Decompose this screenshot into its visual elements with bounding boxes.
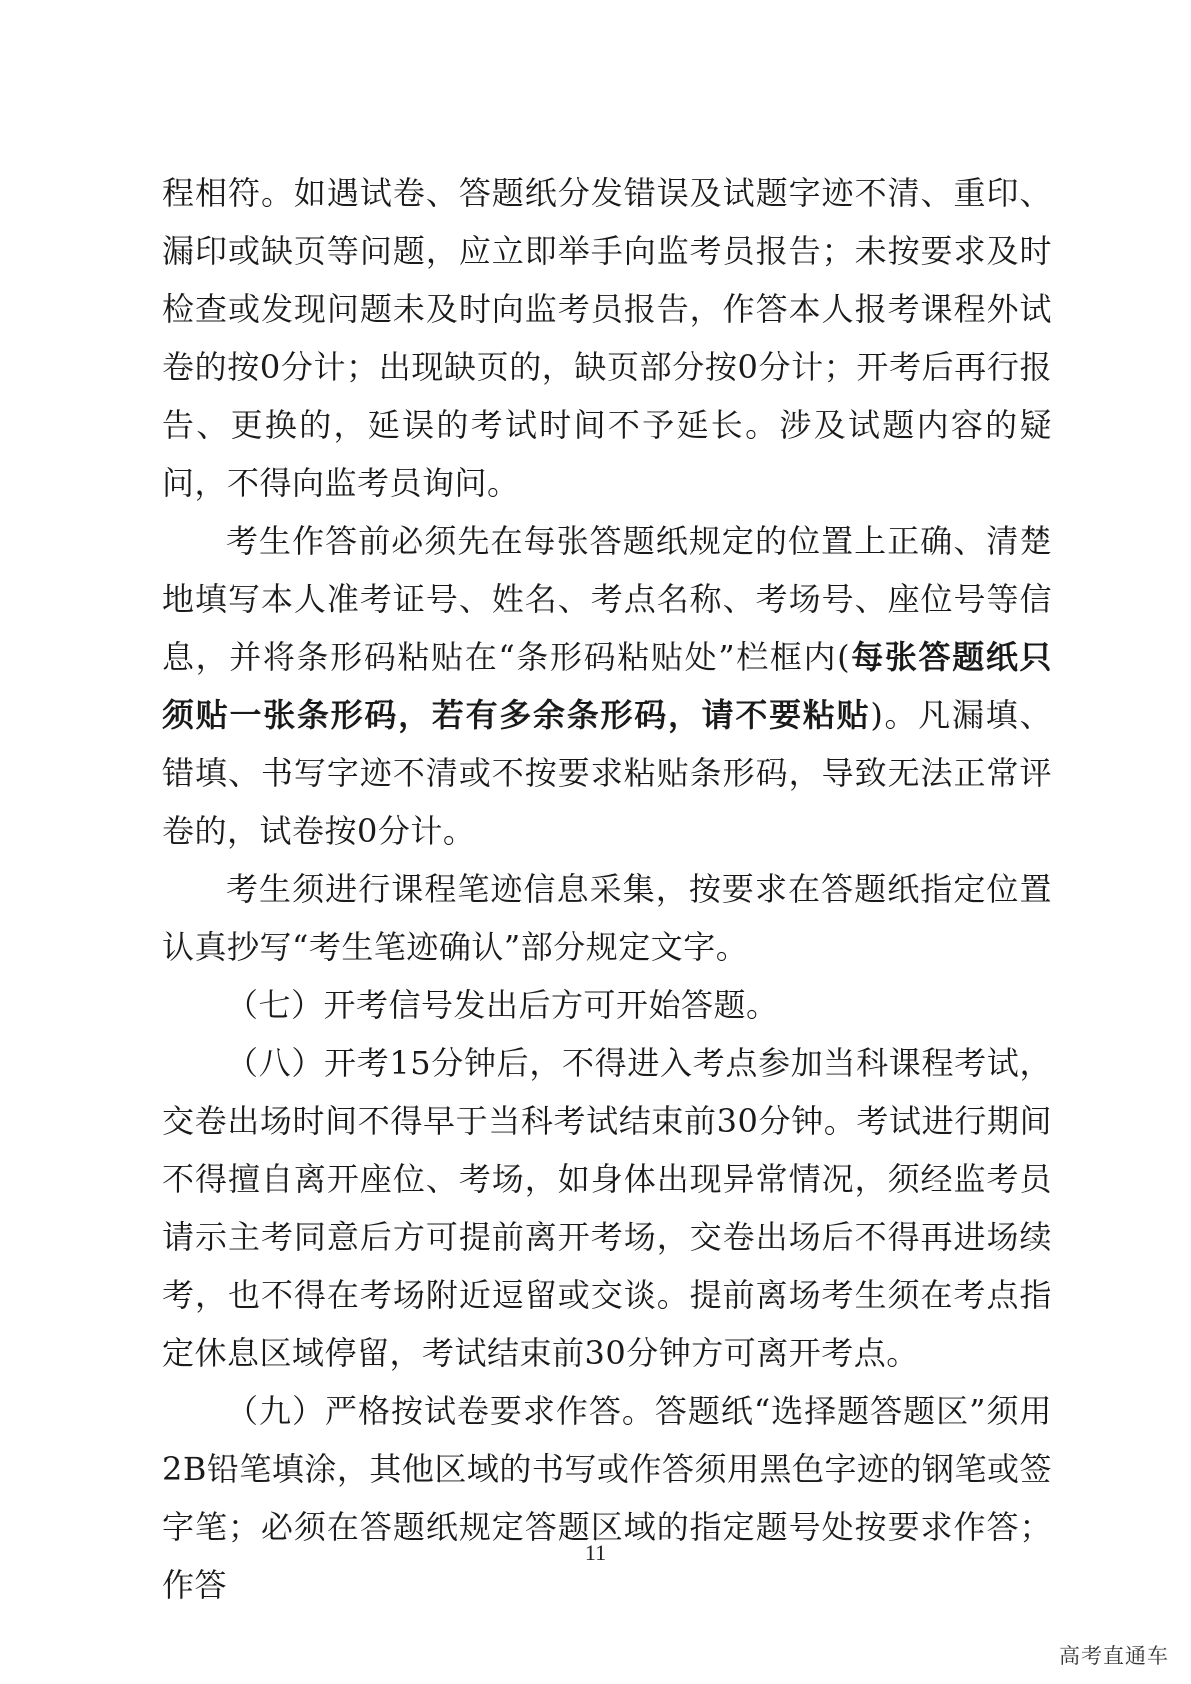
paragraph-5	[162, 1034, 1052, 1382]
paragraph-6-text: （九）严格按试卷要求作答。答题纸“选择题答题区”须用2B铅笔填涂，其他区域的书写或作答须用黑色字迹的钢笔或签字笔；必须在答题纸规定答题区域的指定题号处按要求作答；作答	[162, 1392, 1052, 1604]
paragraph-4	[162, 976, 1052, 1034]
paragraph-2	[162, 512, 1052, 860]
paragraph-1-text: 程相符。如遇试卷、答题纸分发错误及试题字迹不清、重印、漏印或缺页等问题，应立即举手向监考员报告；未按要求及时检查或发现问题未及时向监考员报告，作答本人报考课程外试卷的按0分计；出现缺页的，缺页部分按0分计；开考后再行报告、更换的，延误的考试时间不予延长。涉及试题内容的疑问，不得向监考员询问。	[162, 174, 1052, 502]
paragraph-2-text-a: 考生作答前必须先在每张答题纸规定的位置上正确、清楚地填写本人准考证号、姓名、考点名称、考场号、座位号等信息，并将条形码粘贴在“条形码粘贴处”栏框内(	[162, 522, 1052, 676]
paragraph-1	[162, 164, 1052, 512]
paragraph-3-text: 考生须进行课程笔迹信息采集，按要求在答题纸指定位置认真抄写“考生笔迹确认”部分规定文字。	[162, 870, 1052, 966]
paragraph-4-text: （七）开考信号发出后方可开始答题。	[226, 986, 779, 1024]
paragraph-2-text-b: )。凡漏填、错填、书写字迹不清或不按要求粘贴条形码，导致无法正常评卷的，试卷按0分计。	[162, 696, 1052, 850]
page-number: 11	[584, 1540, 607, 1565]
watermark-text: 高考直通车	[1059, 1644, 1169, 1668]
document-body	[162, 164, 1052, 1614]
paragraph-3	[162, 860, 1052, 976]
paragraph-6	[162, 1382, 1052, 1614]
paragraph-2-bold-text: 每张答题纸只须贴一张条形码，若有多余条形码，请不要粘贴	[162, 638, 1052, 734]
paragraph-5-text: （八）开考15分钟后，不得进入考点参加当科课程考试，交卷出场时间不得早于当科考试结束前30分钟。考试进行期间不得擅自离开座位、考场，如身体出现异常情况，须经监考员请示主考同意后方可提前离开考场，交卷出场后不得再进场续考，也不得在考场附近逗留或交谈。提前离场考生须在考点指定休息区域停留，考试结束前30分钟方可离开考点。	[162, 1044, 1052, 1372]
